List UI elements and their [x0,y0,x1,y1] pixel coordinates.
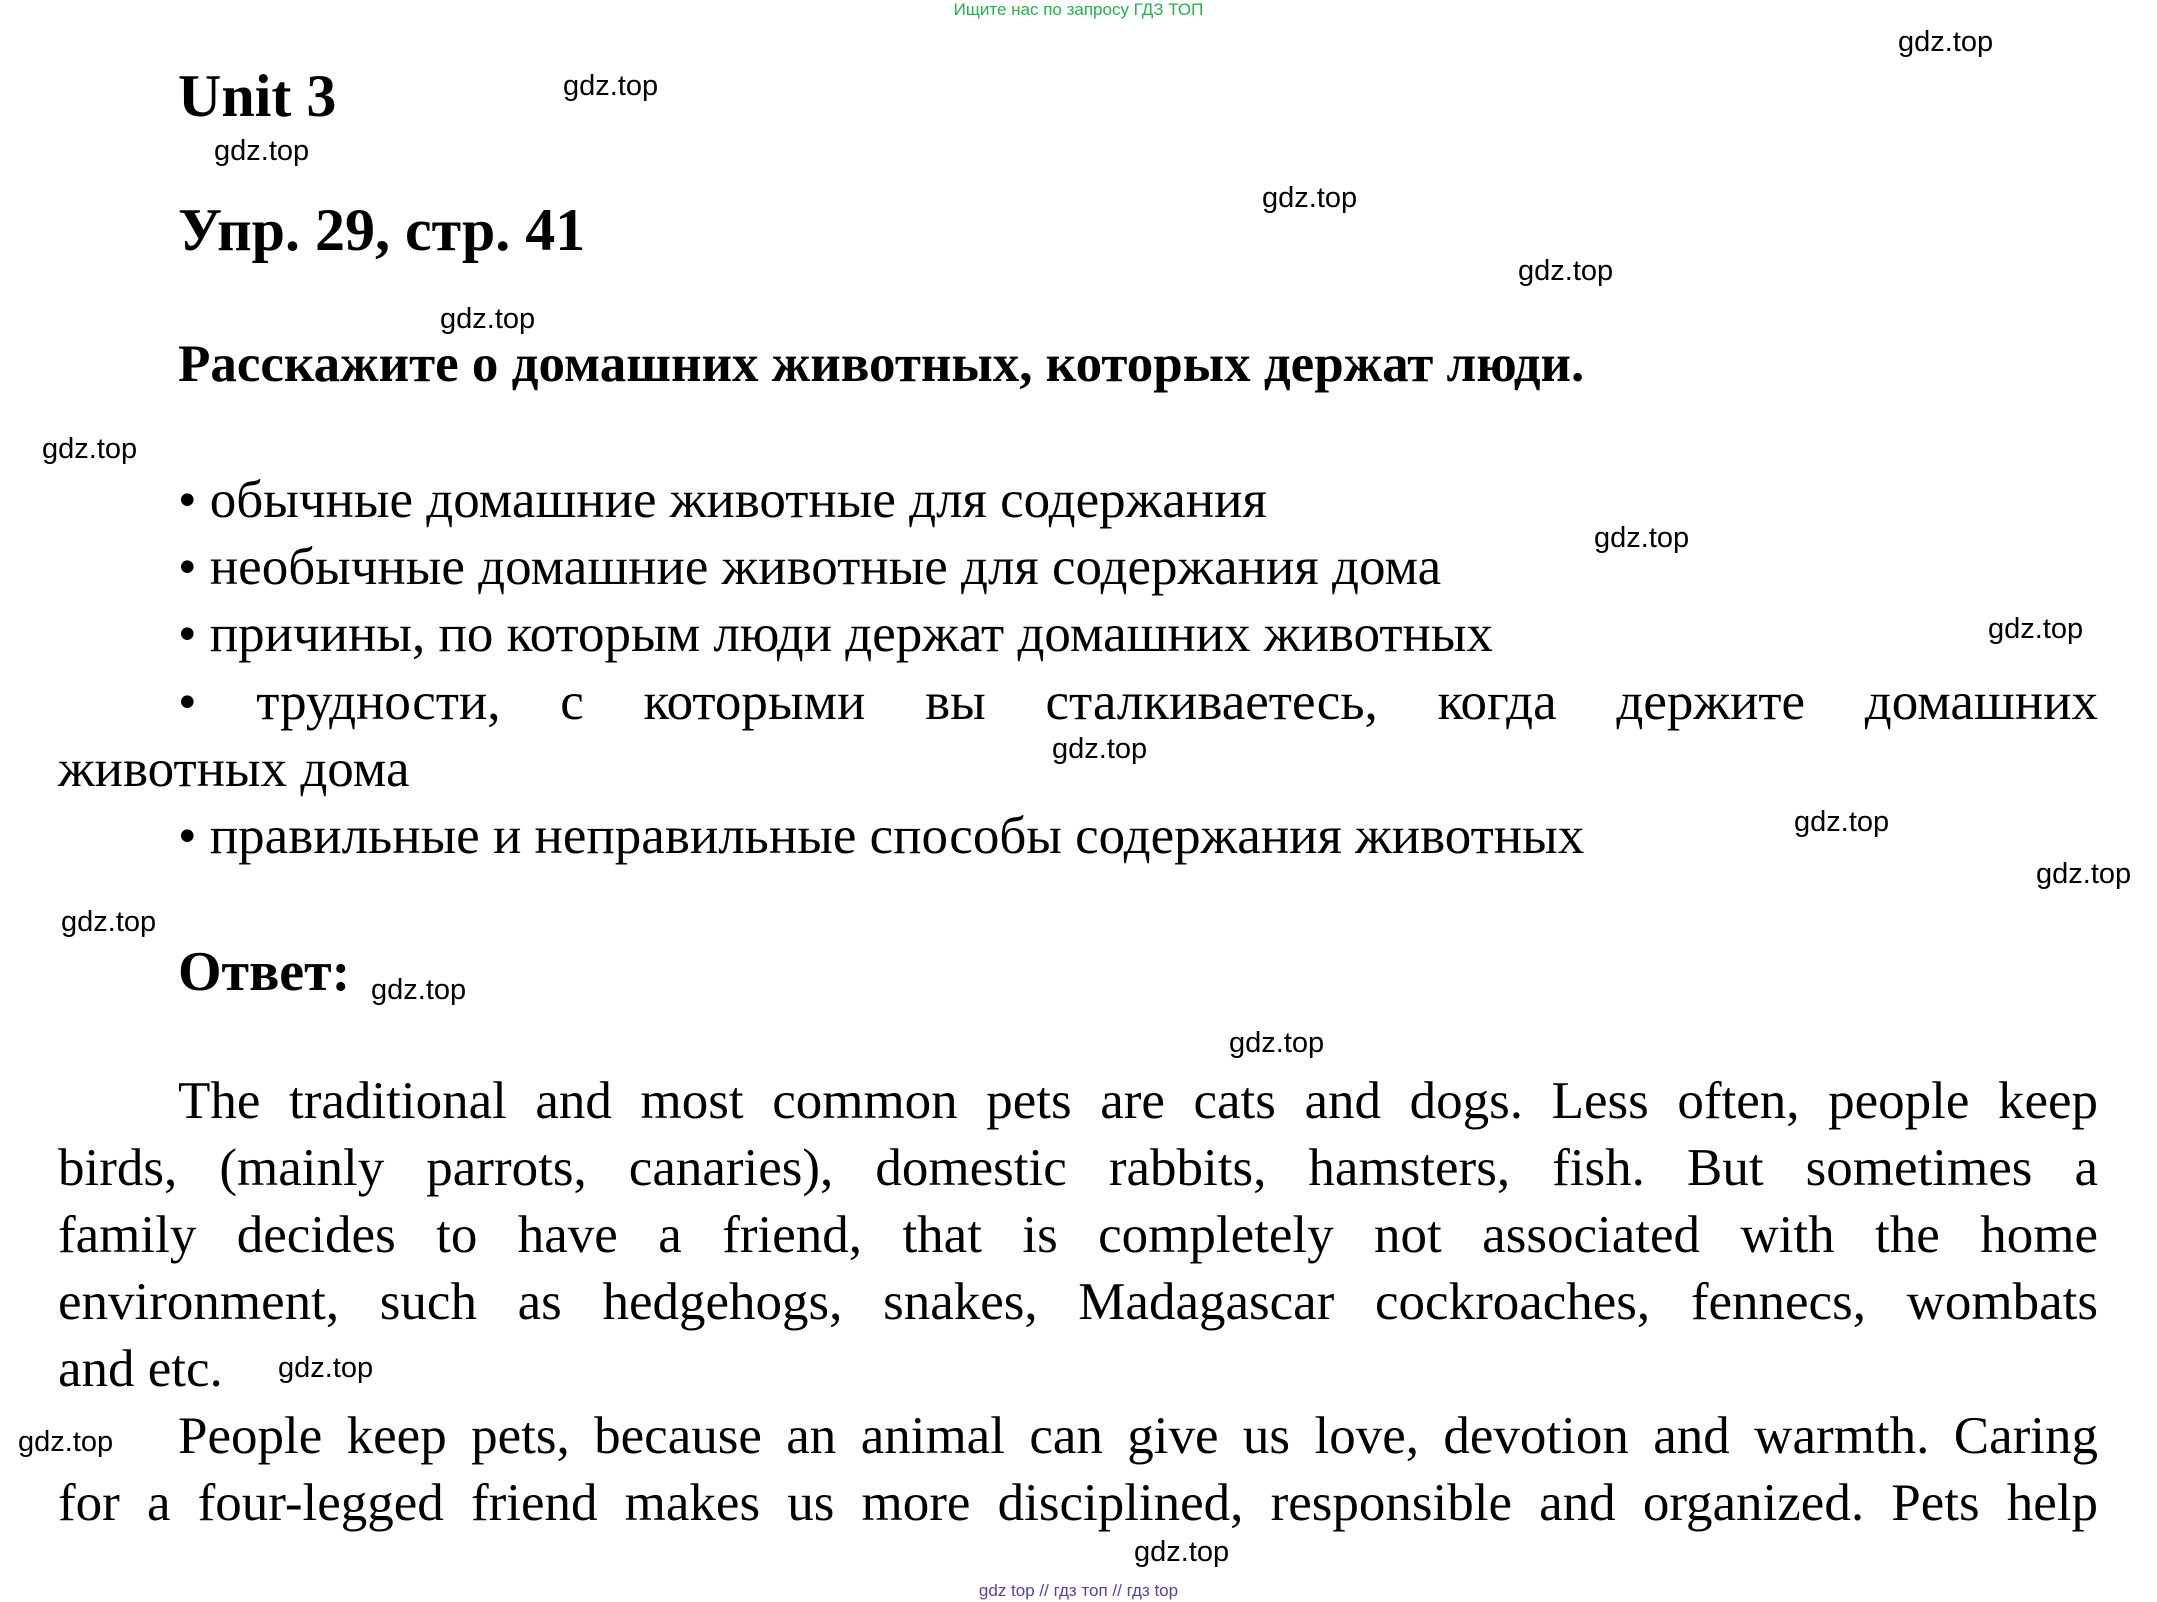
answer-paragraph-1-line-3: family decides to have a friend, that is completely not associated with the home [58,1206,2098,1264]
exercise-title: Упр. 29, стр. 41 [178,197,586,263]
top-banner: Ищите нас по запросу ГДЗ ТОП [953,0,1204,19]
watermark: gdz.top [1794,806,1890,838]
watermark: gdz.top [1594,522,1690,554]
watermark: gdz.top [61,906,157,938]
watermark: gdz.top [1262,182,1358,214]
task-heading: Расскажите о домашних животных, которых держат люди. [178,335,1585,393]
watermark: gdz.top [214,135,310,167]
answer-paragraph-1-line-1: The traditional and most common pets are cats and dogs. Less often, people keep [178,1072,2098,1130]
watermark: gdz.top [1988,613,2084,645]
watermark: gdz.top [1229,1027,1325,1059]
watermark: gdz.top [42,433,138,465]
answer-paragraph-1-line-5: and etc. [58,1340,223,1398]
answer-paragraph-1-line-2: birds, (mainly parrots, canaries), domestic rabbits, hamsters, fish. But sometimes a [58,1139,2098,1197]
watermark: gdz.top [563,70,659,102]
watermark: gdz.top [1518,255,1614,287]
answer-paragraph-2-line-2: for a four-legged friend makes us more disciplined, responsible and organized. Pets help [58,1474,2098,1532]
watermark: gdz.top [371,974,467,1006]
answer-paragraph-2-line-1: People keep pets, because an animal can give us love, devotion and warmth. Caring [178,1407,2098,1465]
watermark: gdz.top [1052,733,1148,765]
watermark: gdz.top [1134,1536,1230,1568]
unit-title: Unit 3 [178,63,337,129]
bullet-item-4-line-1: • трудности, с которыми вы сталкиваетесь, когда держите домашних [178,673,2098,731]
bullet-item-3: • причины, по которым люди держат домашних животных [178,605,1493,663]
answer-paragraph-1-line-4: environment, such as hedgehogs, snakes, Madagascar cockroaches, fennecs, wombats [58,1273,2098,1331]
bullet-item-2: • необычные домашние животные для содержания дома [178,538,1442,596]
watermark: gdz.top [278,1352,374,1384]
bullet-item-4-line-2: животных дома [58,740,410,798]
watermark: gdz.top [440,303,536,335]
watermark: gdz.top [18,1426,114,1458]
watermark: gdz.top [2036,858,2132,890]
bullet-item-5: • правильные и неправильные способы содержания животных [178,807,1585,865]
footer-links: gdz top // гдз топ // гдз top [978,1581,1179,1600]
bullet-item-1: • обычные домашние животные для содержания [178,471,1267,529]
watermark: gdz.top [1898,26,1994,58]
answer-label: Ответ: [178,941,351,1003]
